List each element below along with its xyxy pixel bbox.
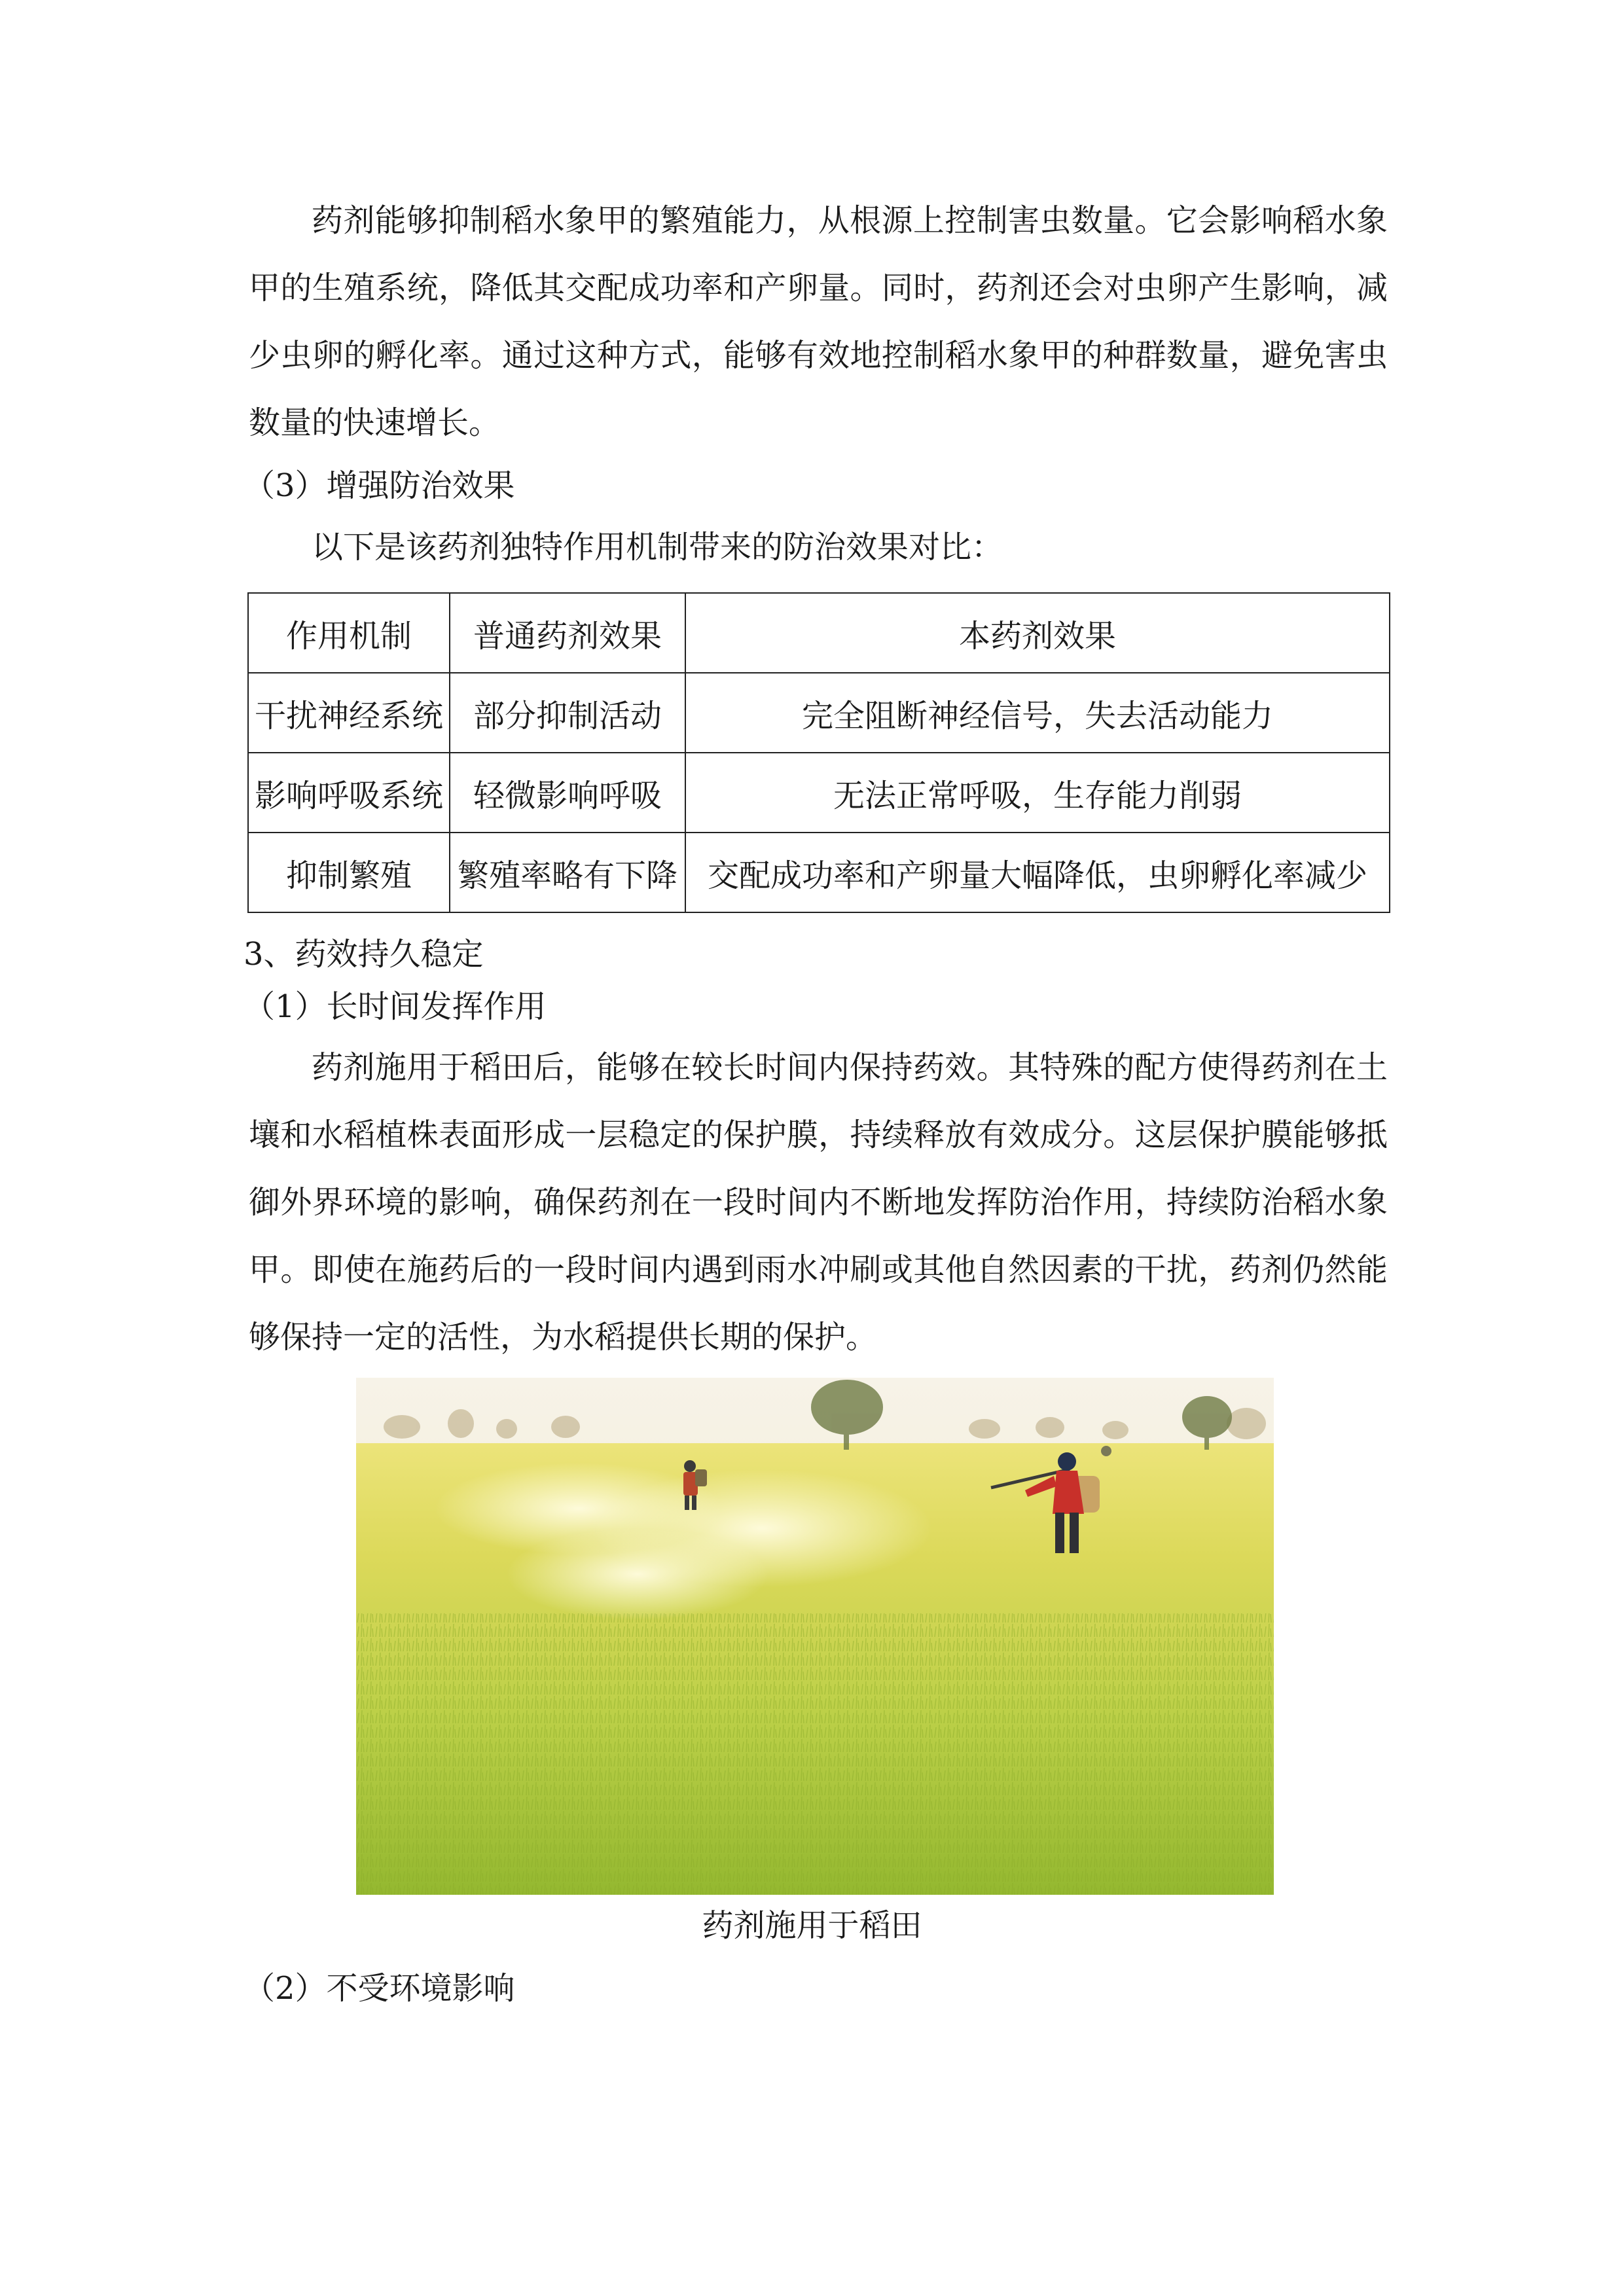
table-header-cell: 普通药剂效果 xyxy=(450,593,685,673)
effect-comparison-table xyxy=(247,592,1390,913)
table-header-row xyxy=(248,593,1390,673)
subheading-environment-independence: （2）不受环境影响 xyxy=(244,1970,515,2007)
table-cell: 部分抑制活动 xyxy=(450,673,685,753)
table-row xyxy=(248,753,1390,833)
table-cell: 轻微影响呼吸 xyxy=(450,753,685,833)
section-heading-lasting-efficacy: 3、药效持久稳定 xyxy=(244,936,484,973)
table-cell: 无法正常呼吸，生存能力削弱 xyxy=(685,753,1390,833)
table-cell: 完全阻断神经信号，失去活动能力 xyxy=(685,673,1390,753)
table-cell: 交配成功率和产卵量大幅降低，虫卵孵化率减少 xyxy=(685,833,1390,912)
paragraph-reproduction-inhibition: 药剂能够抑制稻水象甲的繁殖能力，从根源上控制害虫数量。它会影响稻水象甲的生殖系统，降低其交配成功率和产卵量。同时，药剂还会对虫卵产生影响，减少虫卵的孵化率。通过这种方式，能够有效地控制稻水象甲的种群数量，避免害虫数量的快速增长。 xyxy=(249,202,1388,441)
table-row xyxy=(248,833,1390,912)
subheading-long-duration: （1）长时间发挥作用 xyxy=(244,988,547,1025)
figure-caption: 药剂施用于稻田 xyxy=(702,1907,922,1944)
paragraph-long-duration: 药剂施用于稻田后，能够在较长时间内保持药效。其特殊的配方使得药剂在土壤和水稻植株表面形成一层稳定的保护膜，持续释放有效成分。这层保护膜能够抵御外界环境的影响，确保药剂在一段时间内不断地发挥防治作用，持续防治稻水象甲。即使在施药后的一段时间内遇到雨水冲刷或其他自然因素的干扰，药剂仍然能够保持一定的活性，为水稻提供长期的保护。 xyxy=(249,1049,1388,1355)
table-cell: 干扰神经系统 xyxy=(248,673,450,753)
table-header-cell: 作用机制 xyxy=(248,593,450,673)
table-cell: 抑制繁殖 xyxy=(248,833,450,912)
table-intro-text: 以下是该药剂独特作用机制带来的防治效果对比： xyxy=(312,529,1003,565)
table-cell: 繁殖率略有下降 xyxy=(450,833,685,912)
rice-field-spraying-photo xyxy=(356,1378,1274,1895)
table-row xyxy=(248,673,1390,753)
table-header-cell: 本药剂效果 xyxy=(685,593,1390,673)
subheading-enhance-control: （3）增强防治效果 xyxy=(244,467,515,504)
table-cell: 影响呼吸系统 xyxy=(248,753,450,833)
